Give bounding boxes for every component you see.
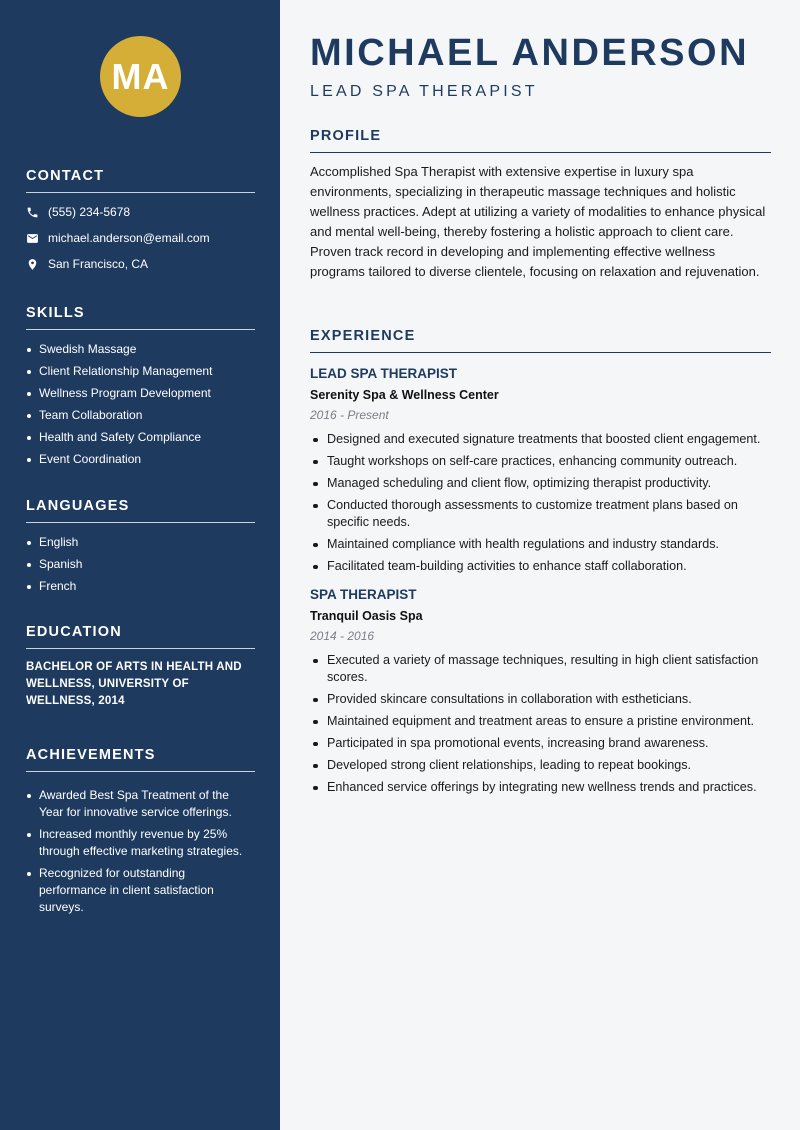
candidate-name: MICHAEL ANDERSON [310,32,750,74]
job-bullet: Taught workshops on self-care practices, enhancing community outreach. [310,453,771,470]
job-title: SPA THERAPIST [310,587,417,602]
skill-item: Health and Safety Compliance [26,429,255,446]
job-bullet: Managed scheduling and client flow, optimizing therapist productivity. [310,475,771,492]
job-bullet: Conducted thorough assessments to customize treatment plans based on specific needs. [310,497,771,531]
skill-item: Team Collaboration [26,407,255,424]
phone-text: (555) 234-5678 [48,205,131,219]
location-text: San Francisco, CA [48,257,149,271]
job-dates: 2016 - Present [310,408,389,422]
languages-section [26,498,255,600]
contact-email[interactable] [26,225,255,251]
skill-item: Wellness Program Development [26,385,255,402]
education-degree: BACHELOR OF ARTS IN HEALTH AND WELLNESS, UNIVERSITY OF WELLNESS, 2014 [26,661,242,707]
achievement-item: Recognized for outstanding performance in client satisfaction surveys. [26,865,255,916]
email-icon [26,232,39,245]
job-bullet: Maintained compliance with health regulations and industry standards. [310,536,771,553]
job-bullet: Participated in spa promotional events, increasing brand awareness. [310,735,771,752]
skill-item: Client Relationship Management [26,363,255,380]
job-bullet: Facilitated team-building activities to enhance staff collaboration. [310,558,771,575]
job-dates: 2014 - 2016 [310,629,375,643]
job-bullet: Enhanced service offerings by integrating new wellness trends and practices. [310,779,771,796]
contact-heading: CONTACT [26,168,255,193]
location-pin-icon [26,258,39,271]
education-heading: EDUCATION [26,624,255,649]
language-item: French [26,578,255,595]
skill-item: Swedish Massage [26,341,255,358]
sidebar [0,0,280,1130]
job-bullet: Designed and executed signature treatments that boosted client engagement. [310,431,771,448]
contact-location [26,251,255,277]
profile-section [310,128,771,283]
contact-phone[interactable] [26,199,255,225]
job-bullet: Developed strong client relationships, leading to repeat bookings. [310,757,771,774]
skills-heading: SKILLS [26,305,255,330]
skills-section [26,305,255,473]
phone-icon [26,206,39,219]
language-item: English [26,534,255,551]
languages-list [26,534,255,595]
achievements-heading: ACHIEVEMENTS [26,747,255,772]
achievements-list [26,787,255,916]
skill-item: Event Coordination [26,451,255,468]
candidate-title: LEAD SPA THERAPIST [310,83,538,100]
experience-heading: EXPERIENCE [310,328,771,353]
avatar: MA [100,36,181,117]
job-company: Tranquil Oasis Spa [310,609,423,623]
contact-section [26,168,255,277]
achievement-item: Increased monthly revenue by 25% through effective marketing strategies. [26,826,255,860]
experience-section [310,328,771,801]
job-bullets [310,431,771,575]
skills-list [26,341,255,468]
job-company: Serenity Spa & Wellness Center [310,388,499,402]
job-bullet: Executed a variety of massage techniques, resulting in high client satisfaction scores. [310,652,771,686]
job-bullet: Provided skincare consultations in collaboration with estheticians. [310,691,771,708]
job-entry [310,366,771,575]
profile-heading: PROFILE [310,128,771,153]
job-entry [310,587,771,796]
job-bullets [310,652,771,796]
job-bullet: Maintained equipment and treatment areas to ensure a pristine environment. [310,713,771,730]
job-title: LEAD SPA THERAPIST [310,366,458,381]
achievement-item: Awarded Best Spa Treatment of the Year for innovative service offerings. [26,787,255,821]
achievements-section [26,747,255,921]
email-text: michael.anderson@email.com [48,231,210,245]
language-item: Spanish [26,556,255,573]
profile-text: Accomplished Spa Therapist with extensive expertise in luxury spa environments, specializing in therapeutic massage techniques and holistic wellness practices. Adept at utilizing a variety of modalities to enhance physical and mental well-being, thereby fostering a holistic approach to client care. Proven track record in developing and implementing effective wellness programs tailored to diverse clientele, focusing on relaxation and rejuvenation. [310,164,766,280]
languages-heading: LANGUAGES [26,498,255,523]
education-section [26,624,255,710]
